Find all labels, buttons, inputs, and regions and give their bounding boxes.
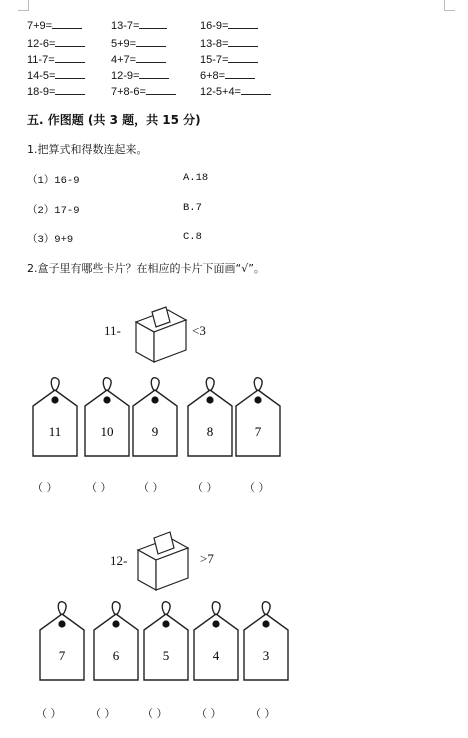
equation: 11-7= [27,52,85,66]
card-number: 3 [262,648,270,663]
card-puzzle-1 [0,300,468,500]
card-number: 5 [162,648,170,663]
card-number: 10 [100,424,114,439]
box-right-label: >7 [200,551,214,566]
section-heading: 五. 作图题 (共 3 题，共 15 分) [27,113,201,127]
answer-parentheses[interactable]: （ ） [86,481,112,494]
q1-left-item: （1）16-9 [27,175,80,187]
page-corner-mark [18,0,29,11]
number-card [194,602,238,680]
equation: 4+7= [111,52,166,66]
card-number: 6 [112,648,120,663]
number-card [85,378,129,456]
card-row [40,602,288,680]
card-number: 4 [212,648,220,663]
number-card [40,602,84,680]
q1-right-item: B.7 [183,202,202,214]
answer-parentheses[interactable]: （ ） [192,481,218,494]
answer-parentheses[interactable]: （ ） [250,707,276,720]
equation: 15-7= [200,52,258,66]
q1-left-item: （3）9+9 [27,234,74,246]
equation: 16-9= [200,18,258,32]
card-number: 7 [58,648,66,663]
equation: 13-8= [200,36,258,50]
q1-right-item: A.18 [183,172,209,184]
card-row [33,378,280,456]
answer-parentheses[interactable]: （ ） [36,707,62,720]
card-number: 7 [254,424,262,439]
equation: 6+8= [200,68,255,82]
box-illustration [138,532,188,590]
box-left-label: 11- [104,323,121,338]
q1-right-item: C.8 [183,231,202,243]
equation: 12-9= [111,68,169,82]
q1-left-item: （2）17-9 [27,205,80,217]
number-card [244,602,288,680]
equation: 12-5+4= [200,84,271,98]
card-number: 11 [48,424,62,439]
answer-parentheses[interactable]: （ ） [196,707,222,720]
card-puzzle-2 [0,520,468,720]
number-card [33,378,77,456]
equation: 12-6= [27,36,85,50]
number-card [236,378,280,456]
box-right-label: <3 [192,323,206,338]
equation: 14-5= [27,68,85,82]
answer-parentheses[interactable]: （ ） [244,481,270,494]
number-card [94,602,138,680]
answer-parentheses[interactable]: （ ） [90,707,116,720]
card-number: 9 [151,424,159,439]
number-card [188,378,232,456]
equation: 5+9= [111,36,166,50]
box-illustration [136,307,186,362]
number-card [144,602,188,680]
box-left-label: 12- [110,553,128,568]
page-corner-mark [444,0,455,11]
question-1-prompt: 1.把算式和得数连起来。 [27,143,148,156]
answer-parentheses[interactable]: （ ） [138,481,164,494]
equation: 7+8-6= [111,84,176,98]
number-card [133,378,177,456]
answer-parentheses[interactable]: （ ） [32,481,58,494]
answer-parentheses[interactable]: （ ） [142,707,168,720]
card-number: 8 [206,424,214,439]
equation: 18-9= [27,84,85,98]
equation: 13-7= [111,18,167,32]
question-2-prompt: 2.盒子里有哪些卡片？在相应的卡片下面画“√”。 [27,262,265,275]
equation: 7+9= [27,18,82,32]
